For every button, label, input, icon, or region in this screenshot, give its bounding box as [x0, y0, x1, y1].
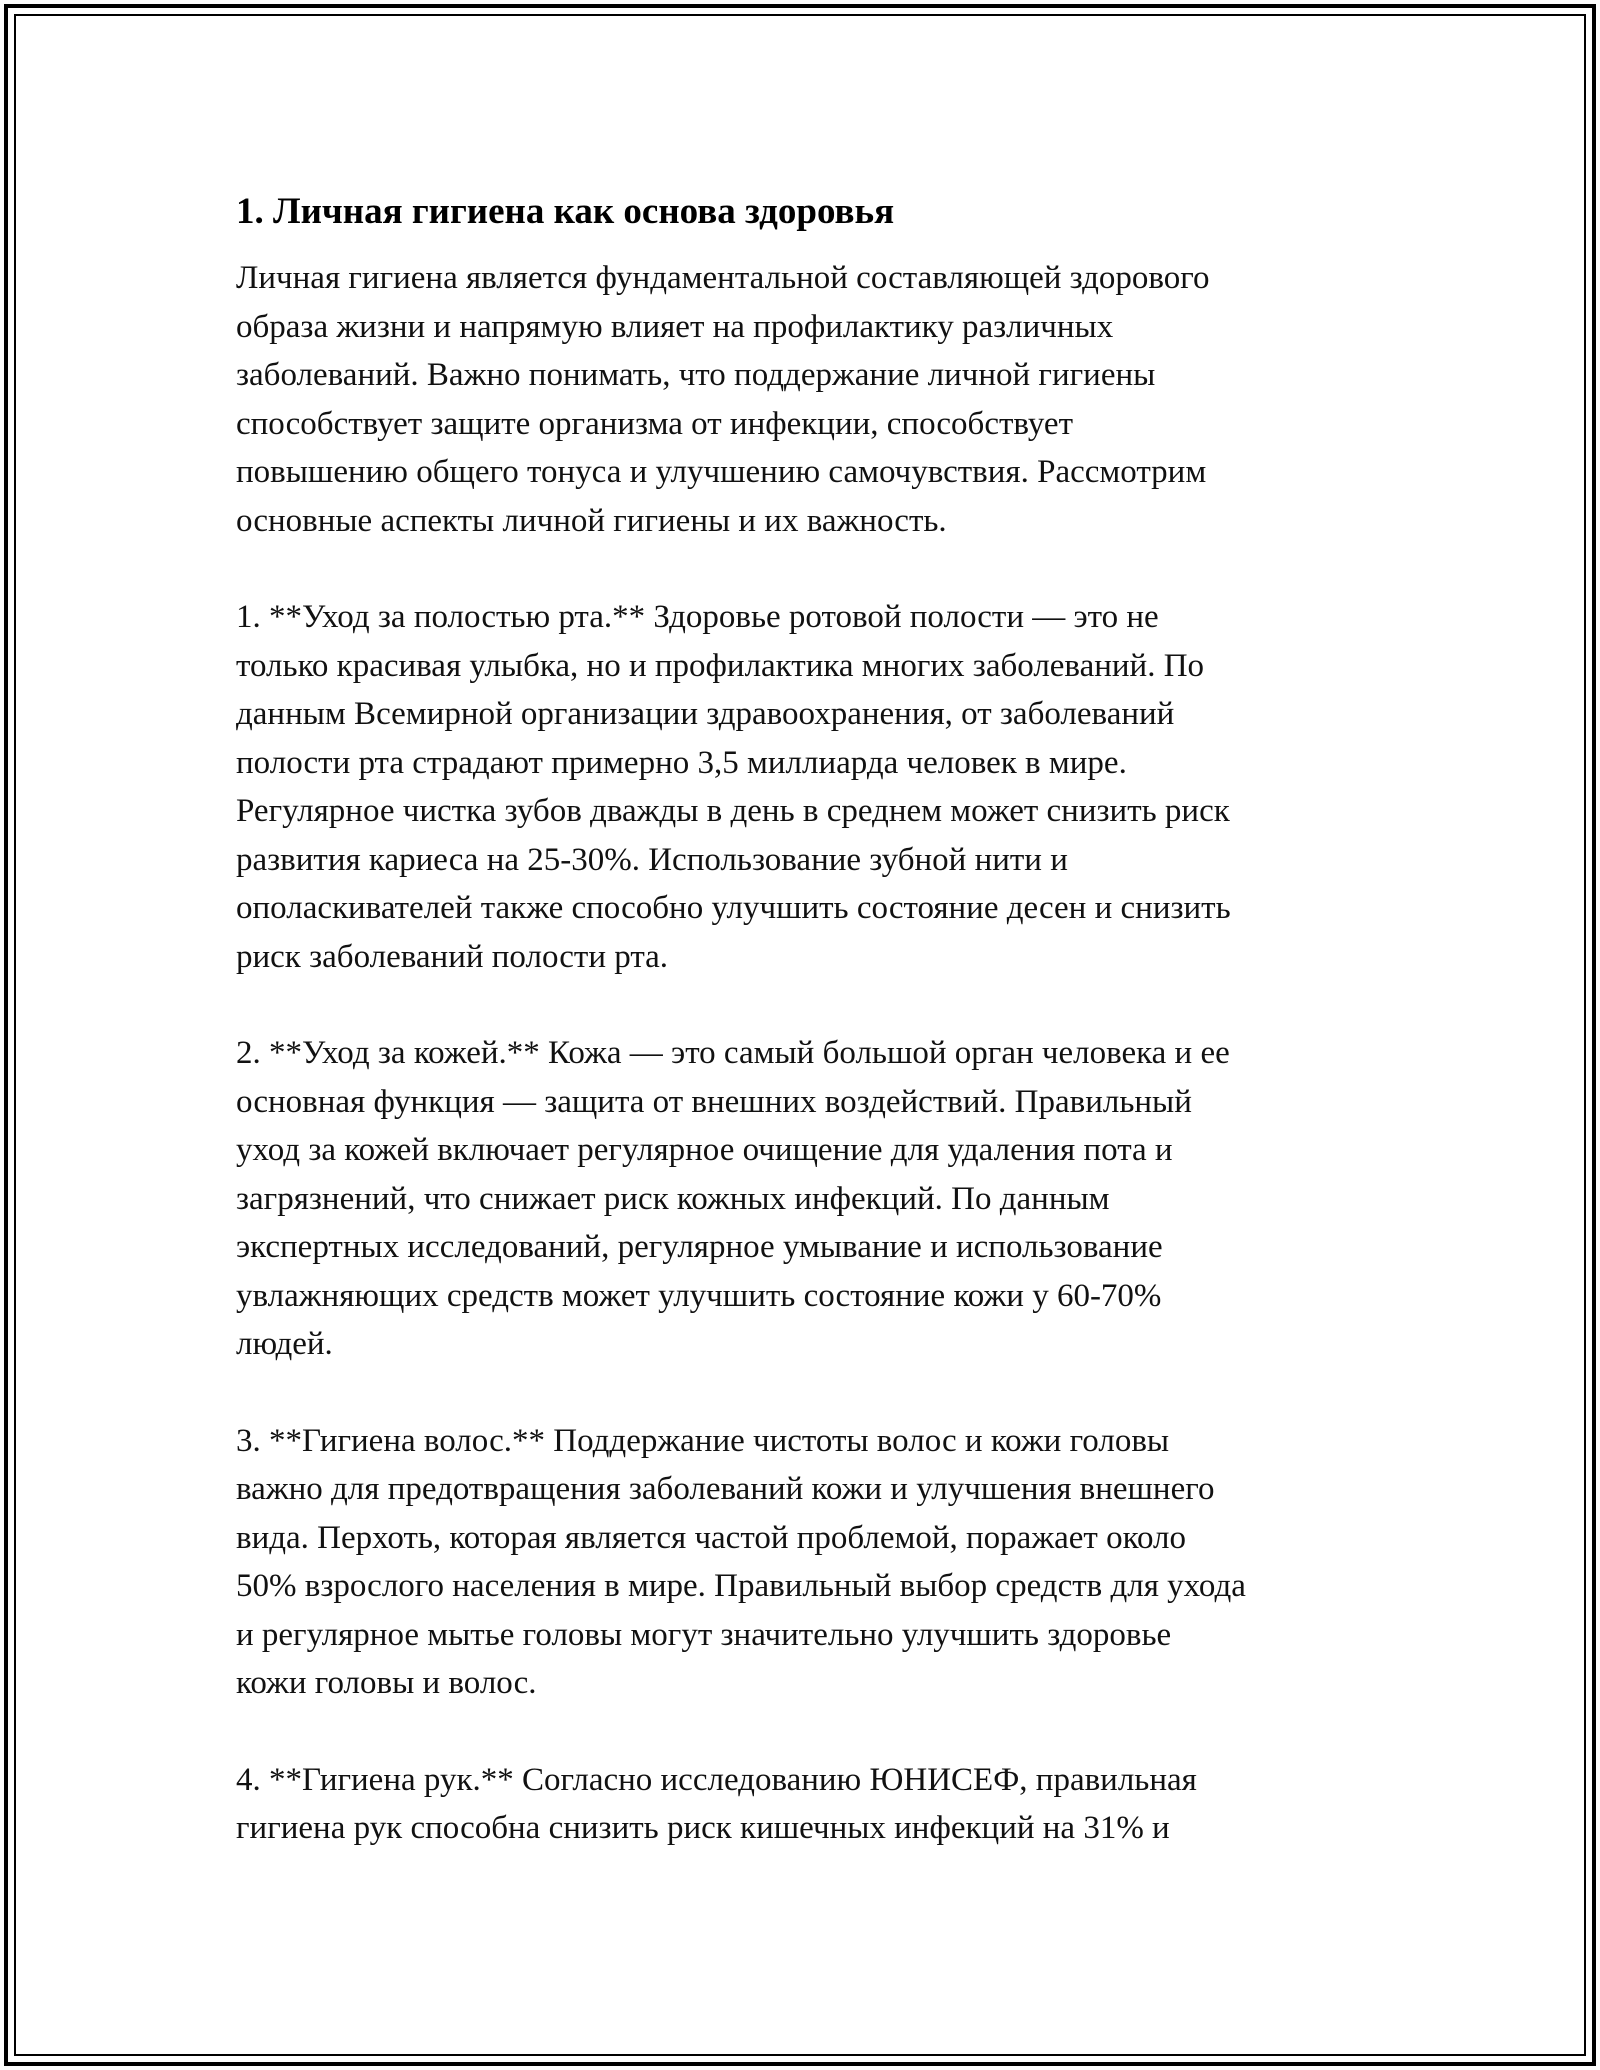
section-heading: 1. Личная гигиена как основа здоровья — [236, 191, 895, 232]
hair-hygiene-paragraph: 3. **Гигиена волос.** Поддержание чистоты волос и кожи головы важно для предотвращения заболеваний кожи и улучшения внешнего вида. Перхоть, которая является частой проблемой, поражает около 50% взрослого населения в мире. Правильный выбор средств для ухода и регулярное мытье головы могут значительно улучшить здоровье кожи головы и волос. — [236, 1422, 1246, 1701]
intro-paragraph: Личная гигиена является фундаментальной составляющей здорового образа жизни и напрямую влияет на профилактику различных заболеваний. Важно понимать, что поддержание личной гигиены способствует защите организма от инфекции, способствует повышению общего тонуса и улучшению самочувствия. Рассмотрим основные аспекты личной гигиены и их важность. — [236, 260, 1210, 539]
document-body — [236, 184, 1366, 1853]
hand-hygiene-paragraph: 4. **Гигиена рук.** Согласно исследованию ЮНИСЕФ, правильная гигиена рук способна снизить риск кишечных инфекций на 31% и — [236, 1761, 1197, 1846]
skin-care-paragraph: 2. **Уход за кожей.** Кожа — это самый большой орган человека и ее основная функция — защита от внешних воздействий. Правильный уход за кожей включает регулярное очищение для удаления пота и загрязнений, что снижает риск кожных инфекций. По данным экспертных исследований, регулярное умывание и использование увлажняющих средств может улучшить состояние кожи у 60-70% людей. — [236, 1035, 1230, 1362]
oral-care-paragraph: 1. **Уход за полостью рта.** Здоровье ротовой полости — это не только красивая улыбка, но и профилактика многих заболеваний. По данным Всемирной организации здравоохранения, от заболеваний полости рта страдают примерно 3,5 миллиарда человек в мире. Регулярное чистка зубов дважды в день в среднем может снизить риск развития кариеса на 25-30%. Использование зубной нити и ополаскивателей также способно улучшить состояние десен и снизить риск заболеваний полости рта. — [236, 599, 1231, 975]
